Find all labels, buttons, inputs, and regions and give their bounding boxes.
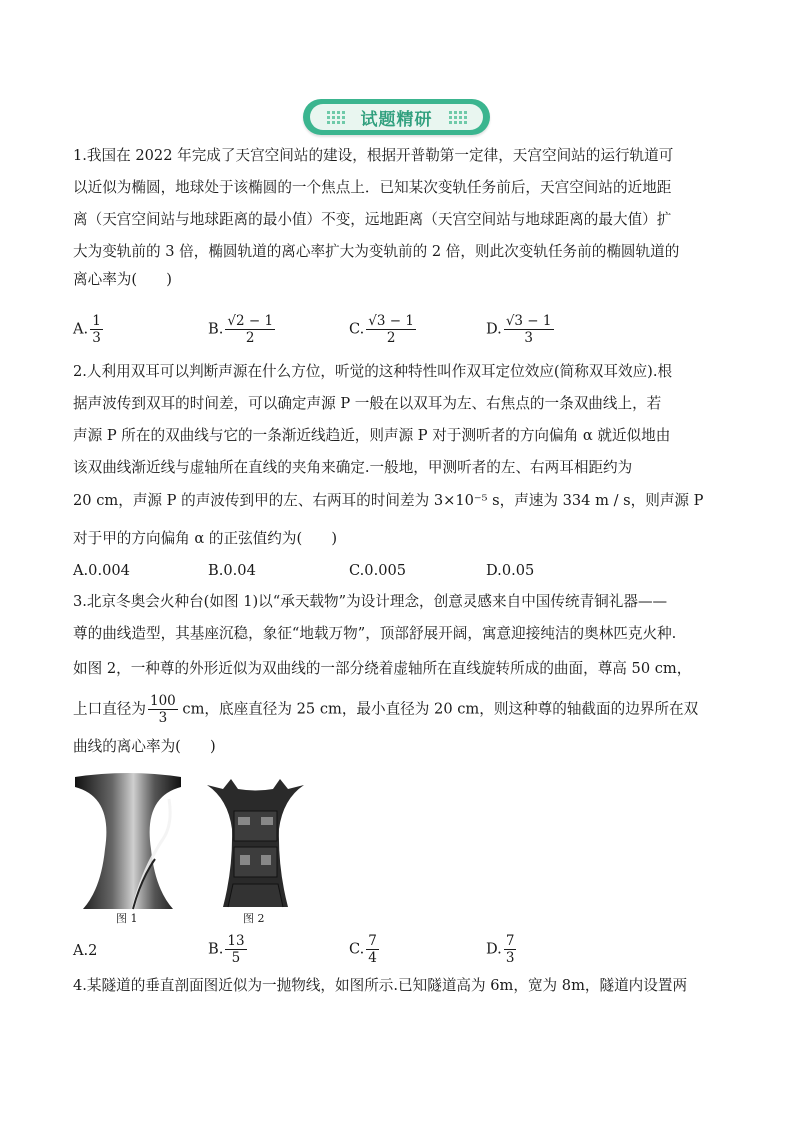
grid-dots-icon-left bbox=[327, 111, 345, 124]
q2-option-b: B.0.04 bbox=[208, 562, 256, 579]
q1-line-1: 1.我国在 2022 年完成了天宫空间站的建设，根据开普勒第一定律，天宫空间站的运行轨道可 bbox=[73, 147, 674, 164]
q3-line-4: 上口直径为 $\frac{100}{3}$ cm，底座直径为 25 cm，最小直径为 20 cm，则这种尊的轴截面的边界所在双 bbox=[73, 693, 699, 726]
q2-line-2: 据声波传到双耳的时间差，可以确定声源 P 一般在以双耳为左、右焦点的一条双曲线上，若 bbox=[73, 395, 662, 412]
q1-line-4: 大为变轨前的 3 倍，椭圆轨道的离心率扩大为变轨前的 2 倍，则此次变轨任务前的椭圆轨道的 bbox=[73, 243, 680, 260]
section-header-badge bbox=[303, 99, 490, 135]
q1-line-5: 离心率为( ) bbox=[73, 271, 172, 288]
q1-line-2: 以近似为椭圆，地球处于该椭圆的一个焦点上．已知某次变轨任务前后，天宫空间站的近地距 bbox=[73, 179, 672, 196]
q1-option-d: D. $\frac{√3 - 1}{3}$ bbox=[486, 313, 552, 346]
q2-line-1: 2.人利用双耳可以判断声源在什么方位，听觉的这种特性叫作双耳定位效应(简称双耳效应).根 bbox=[73, 363, 673, 380]
section-title: 试题精研 bbox=[360, 109, 433, 130]
q3-option-a: A.2 bbox=[73, 942, 98, 959]
q2-line-5: 20 cm，声源 P 的声波传到甲的左、右两耳的时间差为 3×10⁻⁵ s，声速为 334 m / s，则声源 P bbox=[73, 492, 704, 509]
q3-line-2: 尊的曲线造型，其基座沉稳，象征“地载万物”，顶部舒展开阔，寓意迎接纯洁的奥林匹克火种. bbox=[73, 625, 677, 642]
figure-1-caption: 图 1 bbox=[116, 912, 138, 925]
q2-line-4: 该双曲线渐近线与虚轴所在直线的夹角来确定.一般地，甲测听者的左、右两耳相距约为 bbox=[73, 459, 633, 476]
q2-line-6: 对于甲的方向偏角 α 的正弦值约为( ) bbox=[73, 530, 338, 547]
q1-line-3: 离（天宫空间站与地球距离的最小值）不变，远地距离（天宫空间站与地球距离的最大值）扩 bbox=[73, 211, 672, 228]
q3-option-b: B. $\frac{13}{5}$ bbox=[208, 933, 245, 966]
figure-2-vessel bbox=[207, 779, 304, 907]
grid-dots-icon-right bbox=[449, 111, 467, 124]
q4-line-1: 4.某隧道的垂直剖面图近似为一抛物线，如图所示.已知隧道高为 6m，宽为 8m，隧道内设置两 bbox=[73, 977, 688, 994]
q3-option-c: C. $\frac{7}{4}$ bbox=[349, 933, 377, 966]
q3-line-1: 3.北京冬奥会火种台(如图 1)以“承天载物”为设计理念，创意灵感来自中国传统青铜礼器—— bbox=[73, 593, 668, 610]
q2-option-d: D.0.05 bbox=[486, 562, 535, 579]
q2-option-a: A.0.004 bbox=[73, 562, 130, 579]
q2-option-c: C.0.005 bbox=[349, 562, 407, 579]
section-header-inner bbox=[310, 104, 483, 130]
q3-option-d: D. $\frac{7}{3}$ bbox=[486, 933, 515, 966]
q3-line-5: 曲线的离心率为( ) bbox=[73, 738, 216, 755]
figure-1-vessel bbox=[75, 773, 181, 909]
q1-option-b: B. $\frac{√2 - 1}{2}$ bbox=[208, 313, 274, 346]
q1-option-c: C. $\frac{√3 - 1}{2}$ bbox=[349, 313, 414, 346]
q3-line-3: 如图 2，一种尊的外形近似为双曲线的一部分绕着虚轴所在直线旋转所成的曲面，尊高 50 cm， bbox=[73, 660, 692, 677]
bronze-vessel-images bbox=[73, 769, 313, 924]
figure-torch-stand-photos bbox=[73, 769, 313, 924]
q2-line-3: 声源 P 所在的双曲线与它的一条渐近线趋近，则声源 P 对于测听者的方向偏角 α 就近似地由 bbox=[73, 427, 671, 444]
q1-option-a: A. $\frac{1}{3}$ bbox=[73, 313, 101, 346]
figure-2-caption: 图 2 bbox=[243, 912, 265, 925]
